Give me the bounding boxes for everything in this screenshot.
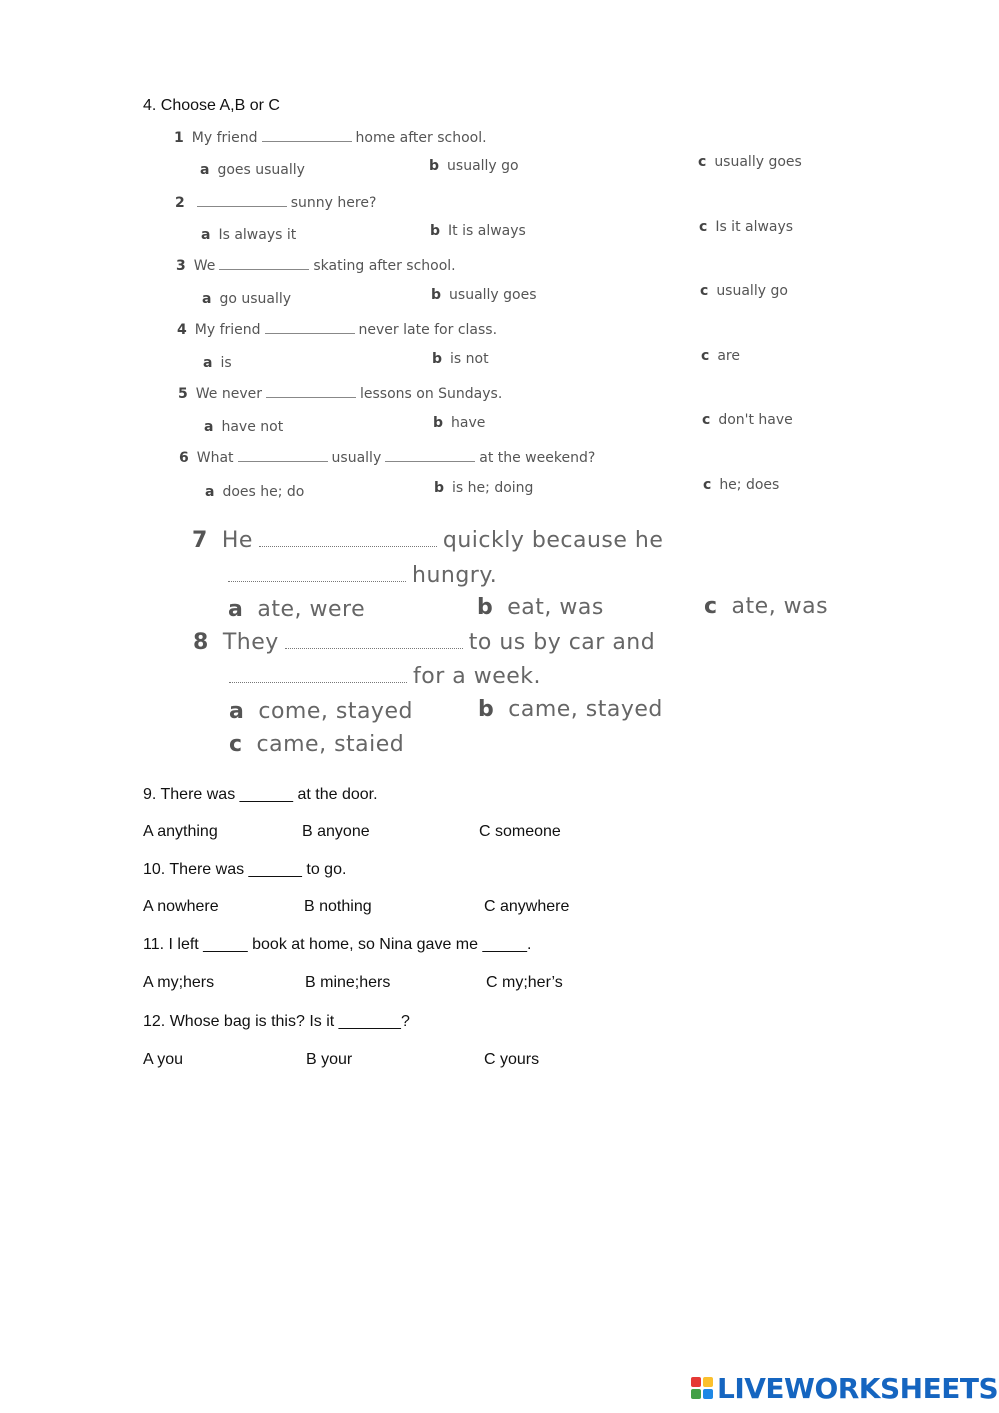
answer-blank [219,259,309,270]
logo-square [703,1389,713,1399]
answer-blank [265,323,355,334]
answer-blank [228,567,406,582]
option-3c: c usually go [700,283,788,299]
question-10: 10. There was ______ to go. [143,861,347,878]
option-5c: c don't have [702,412,793,428]
logo-square [691,1377,701,1387]
option-8c: c came, staied [229,732,405,757]
option-6a: a does he; do [205,484,305,500]
option-2b: b It is always [430,223,526,239]
option-6b: b is he; doing [434,480,534,496]
question-1: 1 My friend home after school. [174,130,487,146]
logo-square [691,1389,701,1399]
option-2a: a Is always it [201,227,297,243]
question-2: 2 sunny here? [175,195,377,211]
option-2c: c Is it always [699,219,794,235]
question-4: 4 My friend never late for class. [177,322,498,338]
question-7: 7 He quickly because he [192,528,664,553]
option-6c: c he; does [703,477,780,493]
option-3b: b usually goes [431,287,537,303]
answer-blank [259,532,437,547]
option-10c: C anywhere [484,898,570,915]
question-6: 6 What usually at the weekend? [179,450,596,466]
option-11a: A my;hers [143,974,215,991]
option-7b: b eat, was [477,595,604,620]
question-8-line2: for a week. [229,664,541,689]
answer-blank [385,451,475,462]
question-12: 12. Whose bag is this? Is it _______? [143,1013,410,1030]
question-3: 3 We skating after school. [176,258,456,274]
option-4b: b is not [432,351,489,367]
option-3a: a go usually [202,291,292,307]
logo-square [703,1377,713,1387]
answer-blank [262,131,352,142]
answer-blank [197,196,287,207]
option-10a: A nowhere [143,898,219,915]
liveworksheets-logo [691,1373,998,1403]
exercise-heading: 4. Choose A,B or C [143,97,280,114]
option-12a: A you [143,1051,184,1068]
option-9b: B anyone [302,823,370,840]
question-7-line2: hungry. [228,563,497,588]
answer-blank [238,451,328,462]
question-9: 9. There was ______ at the door. [143,786,378,803]
option-7c: c ate, was [704,594,829,619]
option-8b: b came, stayed [478,697,663,722]
option-12b: B your [306,1051,353,1068]
logo-text: LIVEWORKSHEETS [717,1371,999,1405]
question-5: 5 We never lessons on Sundays. [178,386,503,402]
option-4a: a is [203,355,232,371]
option-9c: C someone [479,823,561,840]
option-12c: C yours [484,1051,540,1068]
option-9a: A anything [143,823,218,840]
question-8: 8 They to us by car and [193,630,656,655]
option-1a: a goes usually [200,162,305,178]
answer-blank [266,387,356,398]
option-11c: C my;her’s [486,974,563,991]
option-5a: a have not [204,419,284,435]
option-7a: a ate, were [228,597,366,622]
question-11: 11. I left _____ book at home, so Nina gave me _____. [143,936,532,953]
logo-mark-icon [691,1377,713,1399]
answer-blank [229,668,407,683]
option-11b: B mine;hers [305,974,391,991]
option-4c: c are [701,348,740,364]
answer-blank [285,634,463,649]
option-1c: c usually goes [698,154,802,170]
option-8a: a come, stayed [229,699,413,724]
option-1b: b usually go [429,158,519,174]
option-5b: b have [433,415,486,431]
option-10b: B nothing [304,898,372,915]
